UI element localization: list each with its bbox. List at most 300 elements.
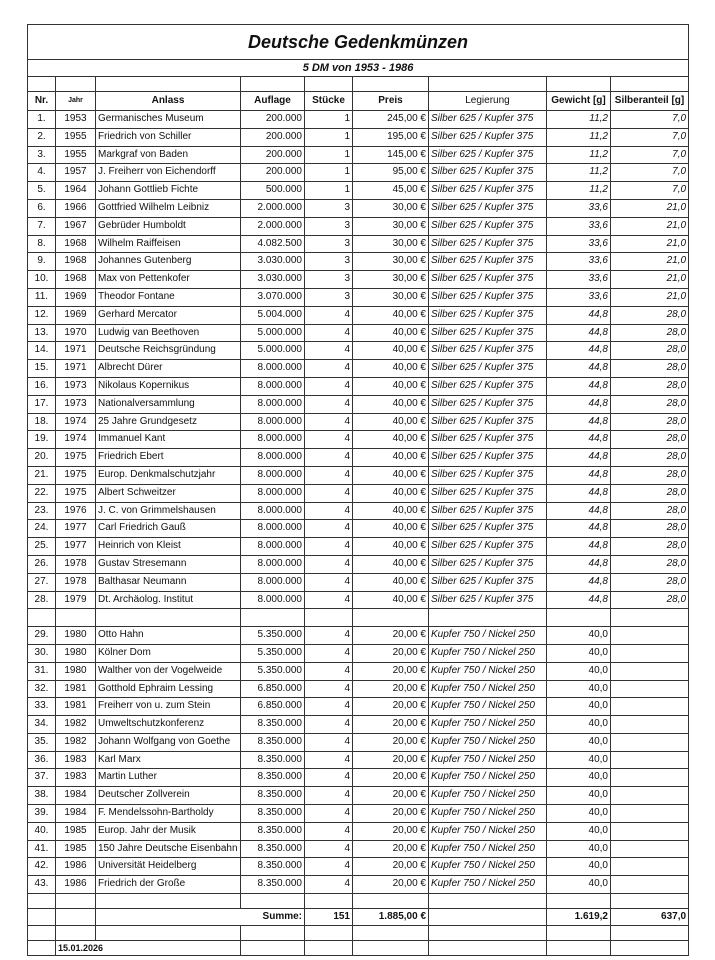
table-row: [28, 377, 689, 395]
cell-legierung: Silber 625 / Kupfer 375: [429, 199, 547, 217]
table-row: [28, 805, 689, 823]
table-row: [28, 876, 689, 894]
cell-preis: 40,00 €: [353, 502, 429, 520]
table-row: [28, 787, 689, 805]
table-row: [28, 360, 689, 378]
cell-anlass: F. Mendelssohn-Bartholdy: [96, 805, 241, 823]
cell-anlass: Ludwig van Beethoven: [96, 324, 241, 342]
cell-preis: 40,00 €: [353, 449, 429, 467]
cell-anlass: Europ. Jahr der Musik: [96, 822, 241, 840]
cell-nr: 39.: [28, 805, 56, 823]
cell-nr: 41.: [28, 840, 56, 858]
cell-stuecke: 4: [305, 876, 353, 894]
cell-nr: 3.: [28, 146, 56, 164]
cell-anlass: Johannes Gutenberg: [96, 253, 241, 271]
cell-stuecke: 4: [305, 591, 353, 609]
table-row: [28, 449, 689, 467]
cell-gewicht: 33,6: [547, 199, 611, 217]
cell-gewicht: 40,0: [547, 680, 611, 698]
summary-silber: 637,0: [611, 909, 689, 926]
cell-auflage: 6.850.000: [241, 698, 305, 716]
cell-auflage: 8.000.000: [241, 449, 305, 467]
cell-auflage: 2.000.000: [241, 199, 305, 217]
cell-silberanteil: 28,0: [611, 431, 689, 449]
cell-anlass: 150 Jahre Deutsche Eisenbahn: [96, 840, 241, 858]
cell-auflage: 8.000.000: [241, 466, 305, 484]
table-row: [28, 840, 689, 858]
cell-silberanteil: 28,0: [611, 413, 689, 431]
cell-auflage: 8.000.000: [241, 413, 305, 431]
cell-silberanteil: 28,0: [611, 449, 689, 467]
print-date: 15.01.2026: [56, 941, 241, 956]
cell-gewicht: 44,8: [547, 484, 611, 502]
cell-anlass: Gebrüder Humboldt: [96, 217, 241, 235]
cell-preis: 40,00 €: [353, 466, 429, 484]
cell-anlass: Max von Pettenkofer: [96, 271, 241, 289]
cell-nr: 15.: [28, 360, 56, 378]
cell-preis: 20,00 €: [353, 680, 429, 698]
cell-legierung: Silber 625 / Kupfer 375: [429, 324, 547, 342]
cell-preis: 40,00 €: [353, 324, 429, 342]
cell-legierung: Silber 625 / Kupfer 375: [429, 520, 547, 538]
cell-gewicht: 44,8: [547, 449, 611, 467]
cell-preis: 95,00 €: [353, 164, 429, 182]
cell-nr: 2.: [28, 128, 56, 146]
cell-preis: 40,00 €: [353, 306, 429, 324]
cell-silberanteil: [611, 876, 689, 894]
cell-gewicht: 11,2: [547, 182, 611, 200]
cell-gewicht: 33,6: [547, 235, 611, 253]
cell-anlass: Balthasar Neumann: [96, 573, 241, 591]
cell-jahr: 1975: [56, 449, 96, 467]
cell-legierung: Silber 625 / Kupfer 375: [429, 360, 547, 378]
table-row: [28, 520, 689, 538]
cell-preis: 20,00 €: [353, 840, 429, 858]
cell-jahr: 1983: [56, 769, 96, 787]
cell-legierung: Silber 625 / Kupfer 375: [429, 377, 547, 395]
cell-auflage: 8.000.000: [241, 395, 305, 413]
cell-nr: 22.: [28, 484, 56, 502]
cell-stuecke: 4: [305, 627, 353, 645]
cell-silberanteil: 21,0: [611, 271, 689, 289]
header-stuecke: Stücke: [305, 92, 353, 111]
cell-gewicht: 40,0: [547, 805, 611, 823]
table-row: [28, 822, 689, 840]
cell-nr: 31.: [28, 662, 56, 680]
cell-auflage: 8.350.000: [241, 733, 305, 751]
cell-anlass: Germanisches Museum: [96, 111, 241, 129]
cell-jahr: 1964: [56, 182, 96, 200]
cell-preis: 245,00 €: [353, 111, 429, 129]
cell-silberanteil: 21,0: [611, 217, 689, 235]
cell-anlass: Universität Heidelberg: [96, 858, 241, 876]
cell-nr: 23.: [28, 502, 56, 520]
cell-preis: 40,00 €: [353, 484, 429, 502]
cell-legierung: Silber 625 / Kupfer 375: [429, 164, 547, 182]
table-row: [28, 235, 689, 253]
cell-nr: 5.: [28, 182, 56, 200]
cell-legierung: Kupfer 750 / Nickel 250: [429, 662, 547, 680]
table-row: [28, 182, 689, 200]
table-row: [28, 591, 689, 609]
cell-preis: 40,00 €: [353, 377, 429, 395]
table-row: [28, 573, 689, 591]
cell-stuecke: 4: [305, 502, 353, 520]
cell-legierung: Silber 625 / Kupfer 375: [429, 538, 547, 556]
cell-preis: 20,00 €: [353, 787, 429, 805]
cell-auflage: 8.000.000: [241, 520, 305, 538]
cell-auflage: 200.000: [241, 128, 305, 146]
cell-jahr: 1980: [56, 627, 96, 645]
cell-gewicht: 44,8: [547, 395, 611, 413]
cell-stuecke: 4: [305, 644, 353, 662]
cell-preis: 30,00 €: [353, 199, 429, 217]
cell-legierung: Kupfer 750 / Nickel 250: [429, 680, 547, 698]
cell-gewicht: 40,0: [547, 769, 611, 787]
cell-legierung: Kupfer 750 / Nickel 250: [429, 858, 547, 876]
cell-anlass: Martin Luther: [96, 769, 241, 787]
header-anlass: Anlass: [96, 92, 241, 111]
cell-auflage: 8.350.000: [241, 876, 305, 894]
cell-silberanteil: 7,0: [611, 128, 689, 146]
cell-jahr: 1969: [56, 306, 96, 324]
cell-preis: 20,00 €: [353, 769, 429, 787]
table-row: [28, 413, 689, 431]
cell-legierung: Silber 625 / Kupfer 375: [429, 253, 547, 271]
table-row: [28, 662, 689, 680]
page-subtitle: 5 DM von 1953 - 1986: [28, 60, 689, 77]
cell-anlass: Wilhelm Raiffeisen: [96, 235, 241, 253]
cell-auflage: 5.000.000: [241, 324, 305, 342]
cell-stuecke: 3: [305, 235, 353, 253]
cell-nr: 27.: [28, 573, 56, 591]
cell-stuecke: 4: [305, 555, 353, 573]
cell-silberanteil: [611, 698, 689, 716]
coin-table: [27, 24, 689, 956]
cell-auflage: 8.000.000: [241, 538, 305, 556]
cell-stuecke: 4: [305, 520, 353, 538]
cell-preis: 40,00 €: [353, 431, 429, 449]
cell-silberanteil: 28,0: [611, 342, 689, 360]
cell-silberanteil: [611, 805, 689, 823]
cell-gewicht: 40,0: [547, 751, 611, 769]
cell-stuecke: 4: [305, 306, 353, 324]
cell-anlass: Gerhard Mercator: [96, 306, 241, 324]
gap-row: [28, 926, 689, 941]
cell-nr: 35.: [28, 733, 56, 751]
table-row: [28, 324, 689, 342]
cell-nr: 43.: [28, 876, 56, 894]
cell-preis: 20,00 €: [353, 876, 429, 894]
cell-nr: 7.: [28, 217, 56, 235]
cell-jahr: 1955: [56, 146, 96, 164]
cell-silberanteil: 7,0: [611, 111, 689, 129]
cell-jahr: 1977: [56, 538, 96, 556]
cell-legierung: Silber 625 / Kupfer 375: [429, 217, 547, 235]
cell-nr: 36.: [28, 751, 56, 769]
cell-nr: 30.: [28, 644, 56, 662]
cell-jahr: 1968: [56, 271, 96, 289]
cell-silberanteil: 7,0: [611, 164, 689, 182]
cell-stuecke: 4: [305, 858, 353, 876]
cell-auflage: 200.000: [241, 164, 305, 182]
cell-stuecke: 4: [305, 751, 353, 769]
cell-silberanteil: [611, 680, 689, 698]
cell-jahr: 1985: [56, 840, 96, 858]
cell-preis: 20,00 €: [353, 662, 429, 680]
cell-auflage: 6.850.000: [241, 680, 305, 698]
cell-legierung: Silber 625 / Kupfer 375: [429, 235, 547, 253]
cell-gewicht: 44,8: [547, 431, 611, 449]
cell-jahr: 1967: [56, 217, 96, 235]
cell-jahr: 1974: [56, 413, 96, 431]
spacer-row: [28, 609, 689, 627]
cell-silberanteil: 28,0: [611, 520, 689, 538]
cell-silberanteil: 21,0: [611, 288, 689, 306]
cell-preis: 45,00 €: [353, 182, 429, 200]
cell-jahr: 1969: [56, 288, 96, 306]
cell-jahr: 1973: [56, 395, 96, 413]
cell-silberanteil: [611, 822, 689, 840]
cell-preis: 40,00 €: [353, 413, 429, 431]
cell-anlass: Walther von der Vogelweide: [96, 662, 241, 680]
cell-nr: 1.: [28, 111, 56, 129]
table-row: [28, 128, 689, 146]
table-row: [28, 466, 689, 484]
table-row: [28, 217, 689, 235]
cell-preis: 40,00 €: [353, 395, 429, 413]
cell-preis: 40,00 €: [353, 591, 429, 609]
cell-jahr: 1982: [56, 733, 96, 751]
cell-auflage: 8.000.000: [241, 431, 305, 449]
cell-anlass: 25 Jahre Grundgesetz: [96, 413, 241, 431]
cell-silberanteil: 21,0: [611, 253, 689, 271]
cell-jahr: 1980: [56, 644, 96, 662]
cell-stuecke: 4: [305, 377, 353, 395]
table-row: [28, 769, 689, 787]
table-row: [28, 146, 689, 164]
cell-anlass: Deutsche Reichsgründung: [96, 342, 241, 360]
cell-auflage: 5.000.000: [241, 342, 305, 360]
cell-silberanteil: [611, 787, 689, 805]
cell-legierung: Kupfer 750 / Nickel 250: [429, 787, 547, 805]
summary-label: Summe:: [96, 909, 305, 926]
cell-legierung: Silber 625 / Kupfer 375: [429, 271, 547, 289]
cell-stuecke: 4: [305, 769, 353, 787]
cell-auflage: 200.000: [241, 146, 305, 164]
cell-auflage: 8.000.000: [241, 502, 305, 520]
cell-jahr: 1978: [56, 555, 96, 573]
cell-stuecke: 4: [305, 538, 353, 556]
cell-preis: 20,00 €: [353, 644, 429, 662]
cell-stuecke: 4: [305, 716, 353, 734]
cell-stuecke: 4: [305, 787, 353, 805]
cell-nr: 20.: [28, 449, 56, 467]
cell-silberanteil: [611, 644, 689, 662]
cell-stuecke: 4: [305, 805, 353, 823]
cell-nr: 17.: [28, 395, 56, 413]
cell-nr: 9.: [28, 253, 56, 271]
cell-nr: 38.: [28, 787, 56, 805]
cell-legierung: Silber 625 / Kupfer 375: [429, 466, 547, 484]
cell-gewicht: 11,2: [547, 111, 611, 129]
cell-legierung: Silber 625 / Kupfer 375: [429, 484, 547, 502]
cell-anlass: Markgraf von Baden: [96, 146, 241, 164]
cell-nr: 18.: [28, 413, 56, 431]
header-gewicht: Gewicht [g]: [547, 92, 611, 111]
cell-anlass: J. C. von Grimmelshausen: [96, 502, 241, 520]
cell-jahr: 1966: [56, 199, 96, 217]
cell-gewicht: 40,0: [547, 627, 611, 645]
cell-nr: 14.: [28, 342, 56, 360]
cell-gewicht: 40,0: [547, 716, 611, 734]
cell-stuecke: 4: [305, 822, 353, 840]
cell-gewicht: 44,8: [547, 360, 611, 378]
cell-preis: 40,00 €: [353, 520, 429, 538]
cell-legierung: Kupfer 750 / Nickel 250: [429, 751, 547, 769]
cell-legierung: Silber 625 / Kupfer 375: [429, 128, 547, 146]
header-legierung: Legierung: [429, 92, 547, 111]
table-row: [28, 680, 689, 698]
cell-legierung: Kupfer 750 / Nickel 250: [429, 698, 547, 716]
cell-nr: 10.: [28, 271, 56, 289]
cell-stuecke: 3: [305, 288, 353, 306]
cell-legierung: Kupfer 750 / Nickel 250: [429, 769, 547, 787]
cell-legierung: Kupfer 750 / Nickel 250: [429, 876, 547, 894]
cell-gewicht: 40,0: [547, 698, 611, 716]
cell-silberanteil: 28,0: [611, 573, 689, 591]
cell-jahr: 1984: [56, 787, 96, 805]
cell-stuecke: 4: [305, 573, 353, 591]
cell-anlass: Friedrich der Große: [96, 876, 241, 894]
cell-auflage: 3.030.000: [241, 253, 305, 271]
cell-jahr: 1981: [56, 698, 96, 716]
cell-auflage: 8.000.000: [241, 484, 305, 502]
cell-anlass: Deutscher Zollverein: [96, 787, 241, 805]
cell-auflage: 8.350.000: [241, 840, 305, 858]
cell-preis: 40,00 €: [353, 342, 429, 360]
cell-auflage: 8.350.000: [241, 716, 305, 734]
table-row: [28, 431, 689, 449]
cell-silberanteil: [611, 858, 689, 876]
cell-anlass: Carl Friedrich Gauß: [96, 520, 241, 538]
cell-gewicht: 33,6: [547, 288, 611, 306]
cell-gewicht: 33,6: [547, 271, 611, 289]
cell-nr: 32.: [28, 680, 56, 698]
cell-silberanteil: 28,0: [611, 466, 689, 484]
cell-stuecke: 4: [305, 431, 353, 449]
cell-nr: 40.: [28, 822, 56, 840]
cell-preis: 30,00 €: [353, 217, 429, 235]
cell-preis: 40,00 €: [353, 360, 429, 378]
cell-auflage: 3.030.000: [241, 271, 305, 289]
cell-gewicht: 44,8: [547, 324, 611, 342]
table-row: [28, 288, 689, 306]
cell-preis: 40,00 €: [353, 538, 429, 556]
cell-legierung: Silber 625 / Kupfer 375: [429, 502, 547, 520]
cell-anlass: Heinrich von Kleist: [96, 538, 241, 556]
cell-preis: 20,00 €: [353, 698, 429, 716]
cell-legierung: Silber 625 / Kupfer 375: [429, 111, 547, 129]
cell-stuecke: 1: [305, 164, 353, 182]
header-jahr: Jahr: [56, 92, 96, 111]
cell-auflage: 5.350.000: [241, 627, 305, 645]
cell-silberanteil: 28,0: [611, 591, 689, 609]
cell-silberanteil: [611, 662, 689, 680]
cell-nr: 21.: [28, 466, 56, 484]
cell-nr: 37.: [28, 769, 56, 787]
cell-legierung: Silber 625 / Kupfer 375: [429, 342, 547, 360]
cell-silberanteil: 28,0: [611, 555, 689, 573]
cell-auflage: 8.350.000: [241, 805, 305, 823]
cell-silberanteil: 28,0: [611, 395, 689, 413]
cell-anlass: Albrecht Dürer: [96, 360, 241, 378]
cell-silberanteil: 28,0: [611, 377, 689, 395]
cell-gewicht: 11,2: [547, 128, 611, 146]
page-title: Deutsche Gedenkmünzen: [28, 25, 689, 60]
cell-stuecke: 4: [305, 484, 353, 502]
cell-preis: 30,00 €: [353, 271, 429, 289]
cell-silberanteil: [611, 769, 689, 787]
cell-nr: 16.: [28, 377, 56, 395]
cell-legierung: Silber 625 / Kupfer 375: [429, 591, 547, 609]
cell-gewicht: 44,8: [547, 591, 611, 609]
cell-auflage: 2.000.000: [241, 217, 305, 235]
cell-nr: 19.: [28, 431, 56, 449]
cell-legierung: Kupfer 750 / Nickel 250: [429, 716, 547, 734]
cell-preis: 30,00 €: [353, 253, 429, 271]
cell-auflage: 5.004.000: [241, 306, 305, 324]
cell-anlass: Europ. Denkmalschutzjahr: [96, 466, 241, 484]
cell-anlass: Johann Gottlieb Fichte: [96, 182, 241, 200]
cell-silberanteil: 28,0: [611, 360, 689, 378]
cell-auflage: 8.000.000: [241, 573, 305, 591]
cell-auflage: 3.070.000: [241, 288, 305, 306]
table-row: [28, 644, 689, 662]
cell-jahr: 1981: [56, 680, 96, 698]
cell-gewicht: 44,8: [547, 377, 611, 395]
cell-nr: 33.: [28, 698, 56, 716]
gap-row: [28, 894, 689, 909]
table-row: [28, 164, 689, 182]
cell-jahr: 1955: [56, 128, 96, 146]
table-row: [28, 111, 689, 129]
cell-preis: 145,00 €: [353, 146, 429, 164]
cell-anlass: Kölner Dom: [96, 644, 241, 662]
gap-row: [28, 77, 689, 92]
cell-anlass: Otto Hahn: [96, 627, 241, 645]
cell-gewicht: 40,0: [547, 787, 611, 805]
cell-nr: 12.: [28, 306, 56, 324]
cell-preis: 20,00 €: [353, 751, 429, 769]
cell-anlass: Dt. Archäolog. Institut: [96, 591, 241, 609]
cell-gewicht: 40,0: [547, 858, 611, 876]
cell-gewicht: 40,0: [547, 644, 611, 662]
cell-jahr: 1977: [56, 520, 96, 538]
cell-gewicht: 11,2: [547, 146, 611, 164]
cell-anlass: J. Freiherr von Eichendorff: [96, 164, 241, 182]
cell-preis: 20,00 €: [353, 627, 429, 645]
cell-legierung: Kupfer 750 / Nickel 250: [429, 822, 547, 840]
cell-auflage: 8.350.000: [241, 751, 305, 769]
cell-silberanteil: [611, 716, 689, 734]
table-row: [28, 395, 689, 413]
cell-silberanteil: [611, 751, 689, 769]
cell-auflage: 8.350.000: [241, 858, 305, 876]
cell-stuecke: 4: [305, 395, 353, 413]
cell-nr: 29.: [28, 627, 56, 645]
cell-nr: 34.: [28, 716, 56, 734]
